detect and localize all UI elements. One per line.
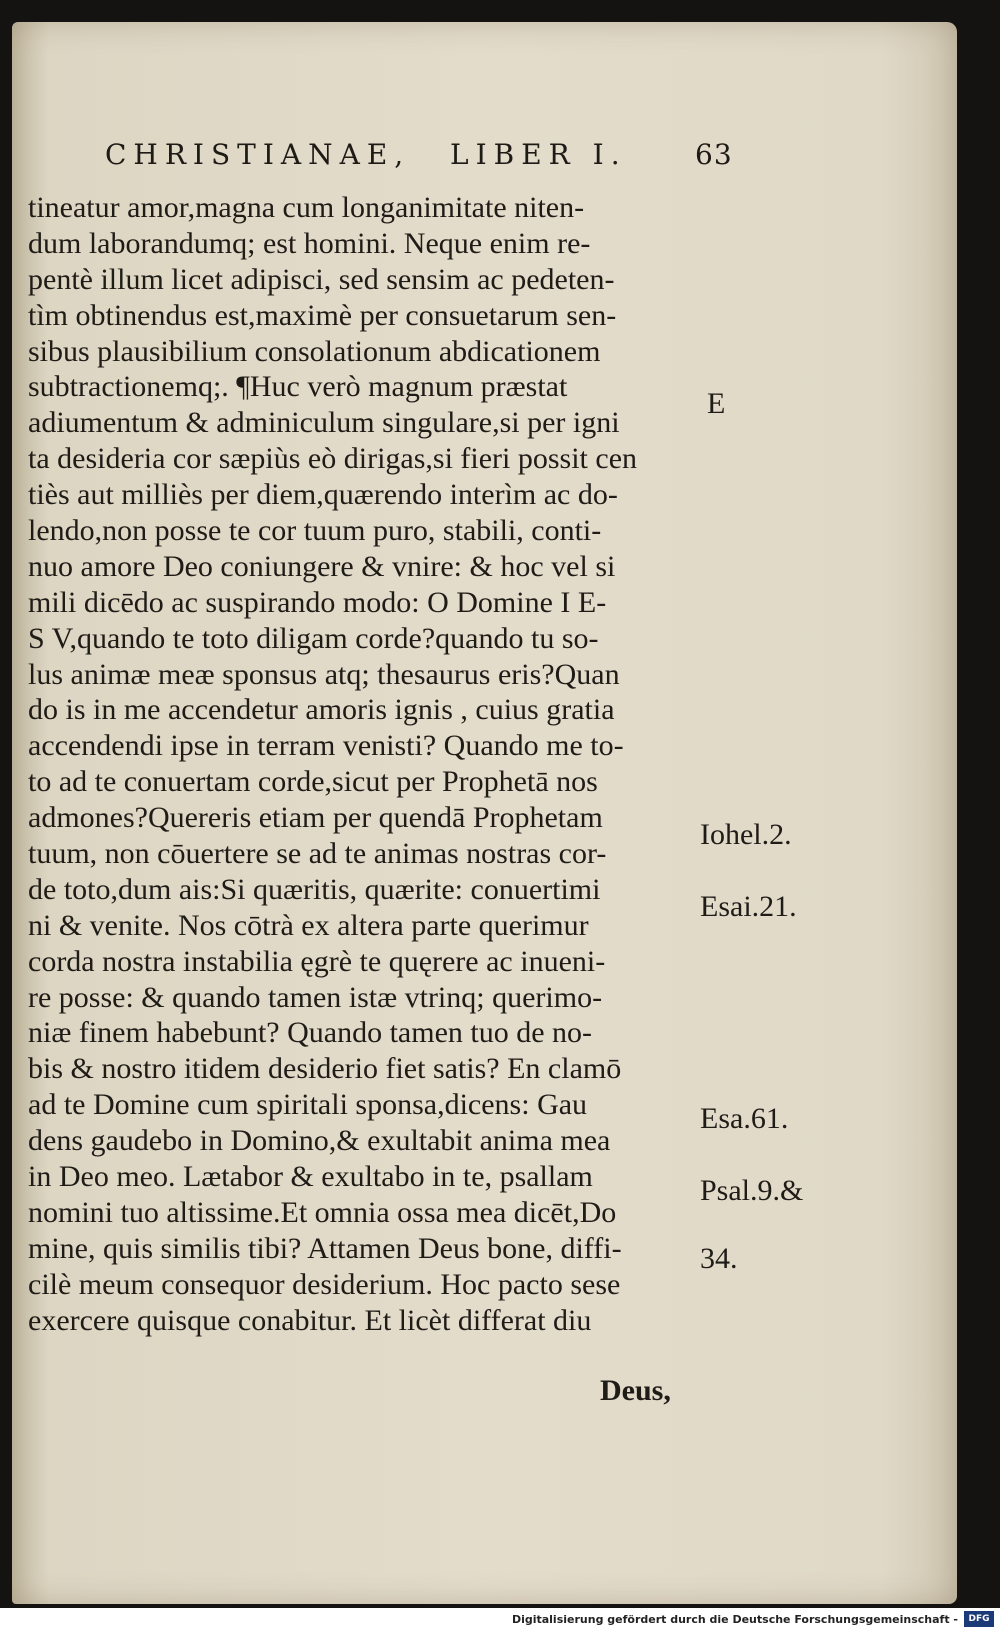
text-line: tineatur amor,magna cum longanimitate niten- [28, 191, 585, 224]
text-line: ad te Domine cum spiritali sponsa,dicens: Gau [28, 1088, 588, 1122]
margin-note-esai: Esai.21. [700, 890, 797, 923]
text-line: mine, quis similis tibi? Attamen Deus bone, diffi- [28, 1231, 622, 1265]
text-line: pentè illum licet adipisci, sed sensim ac pedeten- [28, 262, 615, 296]
text-line: dum laborandumq; est homini. Neque enim re- [28, 226, 591, 260]
text-line: ni & venite. Nos cōtrà ex altera parte querimur [28, 908, 589, 942]
text-line: ta desideria cor sæpiùs eò dirigas,si fieri possit cen [28, 442, 638, 476]
text-line: tuum, non cōuertere se ad te animas nostras cor- [28, 837, 607, 871]
digitization-credit: Digitalisierung gefördert durch die Deutsche Forschungsgemeinschaft - [511, 1613, 958, 1626]
text-line: do is in me accendetur amoris ignis , cuius gratia [28, 693, 615, 727]
text-line: tìm obtinendus est,maximè per consuetarum sen- [28, 298, 617, 332]
header-title-left: CHRISTIANAE, [105, 138, 411, 171]
text-line: accendendi ipse in terram venisti? Quando me to- [28, 729, 624, 763]
header-title-middle: LIBER I. [450, 138, 627, 171]
margin-note-iohel: Iohel.2. [700, 818, 792, 851]
text-line: cilè meum consequor desiderium. Hoc pacto sese [28, 1267, 621, 1301]
margin-note-esa: Esa.61. [700, 1102, 789, 1135]
main-text-block [28, 190, 698, 1339]
margin-section-letter: E [707, 387, 726, 420]
text-line: nomini tuo altissime.Et omnia ossa mea dicēt,Do [28, 1195, 617, 1229]
text-line: to ad te conuertam corde,sicut per Prophetā nos [28, 765, 598, 799]
text-line: S V,quando te toto diligam corde?quando tu so- [28, 621, 599, 655]
text-line: bis & nostro itidem desiderio fiet satis? En clamō [28, 1052, 622, 1086]
text-line: tiès aut milliès per diem,quærendo interìm ac do- [28, 478, 618, 512]
text-line: nuo amore Deo coniungere & vnire: & hoc vel si [28, 549, 616, 583]
margin-note-psal-cont: 34. [700, 1242, 738, 1275]
text-line: lendo,non posse te cor tuum puro, stabili, conti- [28, 514, 602, 548]
text-line: admones?Quereris etiam per quendā Prophetam [28, 801, 603, 835]
catchword: Deus, [600, 1374, 671, 1407]
margin-note-psal: Psal.9.& [700, 1174, 804, 1207]
dfg-logo: DFG [964, 1611, 994, 1627]
text-line: subtractionemq;. ¶Huc verò magnum præstat [28, 370, 568, 404]
text-line: de toto,dum ais:Si quæritis, quærite: conuertimi [28, 872, 601, 906]
text-line: lus animæ meæ sponsus atq; thesaurus eris?Quan [28, 657, 620, 691]
text-line: corda nostra instabilia ęgrè te quęrere ac inueni- [28, 944, 606, 978]
text-line: adiumentum & adminiculum singulare,si per igni [28, 406, 620, 440]
running-header [105, 138, 745, 178]
page-number: 63 [695, 138, 733, 171]
text-line: in Deo meo. Lætabor & exultabo in te, psallam [28, 1160, 593, 1194]
text-line: re posse: & quando tamen istæ vtrinq; querimo- [28, 980, 603, 1014]
text-line: mili dicēdo ac suspirando modo: O Domine I E- [28, 585, 607, 619]
text-line: exercere quisque conabitur. Et licèt differat diu [28, 1303, 592, 1337]
text-line: niæ finem habebunt? Quando tamen tuo de no- [28, 1016, 593, 1050]
text-line: sibus plausibilium consolationum abdicationem [28, 334, 601, 368]
text-line: dens gaudebo in Domino,& exultabit anima mea [28, 1124, 611, 1158]
